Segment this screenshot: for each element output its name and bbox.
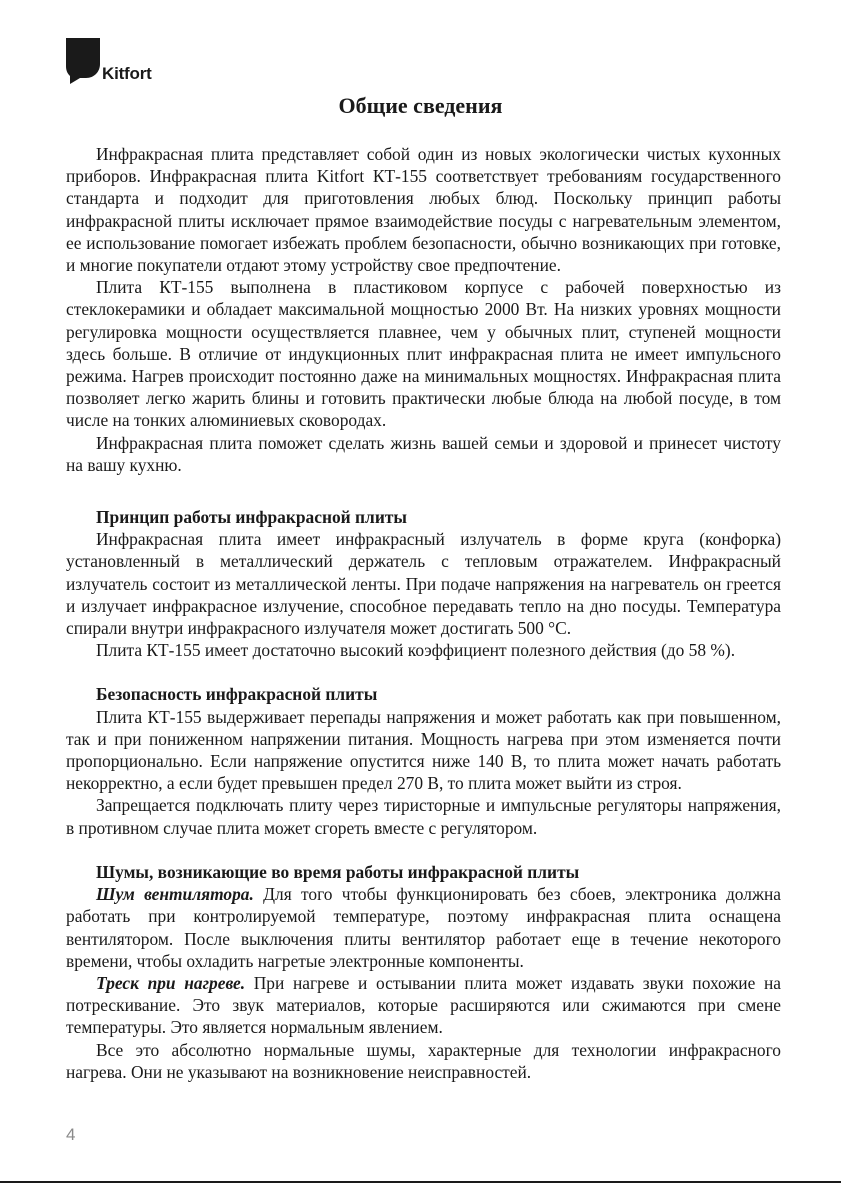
fan-noise-lead: Шум вентилятора. (96, 884, 254, 905)
safety-paragraph-1: Плита КТ-155 выдерживает перепады напряжения и может работать как при повышенном, так и при пониженном напряжении питания. Мощность нагрева при этом изменяется почти пропорционально. Если напряжение опустится ниже 140 В, то плита может начать работать некорректно, а если будет превышен предел 270 В, то плита может выйти из строя. (66, 706, 781, 794)
document-body (66, 143, 781, 1083)
page-title: Общие сведения (338, 93, 503, 118)
principle-paragraph-1: Инфракрасная плита имеет инфракрасный излучатель в форме круга (конфорка) установленный в металлический держатель с тепловым отражателем. Инфракрасный излучатель состоит из металлической ленты. При подаче напряжения на нагреватель он греется и излучает инфракрасное излучение, способное передавать тепло на дно посуды. Температура спирали внутри инфракрасного излучателя может достигать 500 °С. (66, 529, 781, 639)
principle-paragraph-2: Плита КТ-155 имеет достаточно высокий коэффициент полезного действия (до 58 %). (96, 640, 736, 661)
brand-name: Kitfort (102, 64, 152, 83)
page-number: 4 (66, 1125, 76, 1144)
principle-heading: Принцип работы инфракрасной плиты (96, 507, 407, 528)
brand-logo (66, 38, 152, 84)
noise-crack-paragraph (66, 972, 781, 1039)
crack-noise-text: При нагреве и остывании плита может издавать звуки похожие на потрескивание. Это звук материалов, которые расширяются или сжимаются при смене температуры. Это является нормальным явлением. (66, 972, 781, 1038)
safety-paragraph-2: Запрещается подключать плиту через тиристорные и импульсные регуляторы напряжения, в противном случае плита может сгореть вместе с регулятором. (66, 795, 781, 838)
safety-heading: Безопасность инфракрасной плиты (96, 684, 378, 705)
crack-noise-lead: Треск при нагреве. (96, 972, 246, 993)
intro-paragraph-3: Инфракрасная плита поможет сделать жизнь вашей семьи и здоровой и принесет чистоту на вашу кухню. (66, 432, 781, 475)
noise-heading: Шумы, возникающие во время работы инфракрасной плиты (96, 861, 580, 882)
fan-noise-text: Для того чтобы функционировать без сбоев, электроника должна работать при контролируемой температуре, поэтому инфракрасная плита оснащена вентилятором. После выключения плиты вентилятор работает еще в течение некоторого времени, чтобы охладить нагретые электронные компоненты. (66, 884, 781, 971)
noise-closing-paragraph: Все это абсолютно нормальные шумы, характерные для технологии инфракрасного нагрева. Они не указывают на возникновение неисправностей. (66, 1039, 781, 1082)
intro-paragraph-1: Инфракрасная плита представляет собой один из новых экологически чистых кухонных приборов. Инфракрасная плита Kitfort КТ-155 соответствует требованиям государственного стандарта и подходит для приготовления любых блюд. Поскольку принцип работы инфракрасной плиты исключает прямое взаимодействие посуды с нагревательным элементом, ее использование помогает избежать проблем безопасности, обычно возникающих при готовке, и многие покупатели отдают этому устройству свое предпочтение. (66, 144, 781, 276)
kitfort-logo-icon (66, 38, 100, 84)
intro-paragraph-2: Плита КТ-155 выполнена в пластиковом корпусе с рабочей поверхностью из стеклокерамики и обладает максимальной мощностью 2000 Вт. На низких уровнях мощности регулировка мощности осуществляется плавнее, чем у обычных плит, ступеней мощности здесь больше. В отличие от индукционных плит инфракрасная плита не имеет импульсного режима. Нагрев происходит постоянно даже на минимальных мощностях. Инфракрасная плита позволяет легко жарить блины и готовить практически любые блюда на любой посуде, в том числе на тонких алюминиевых сковородах. (66, 277, 781, 431)
bottom-divider (0, 1181, 841, 1183)
noise-fan-paragraph (66, 883, 781, 972)
